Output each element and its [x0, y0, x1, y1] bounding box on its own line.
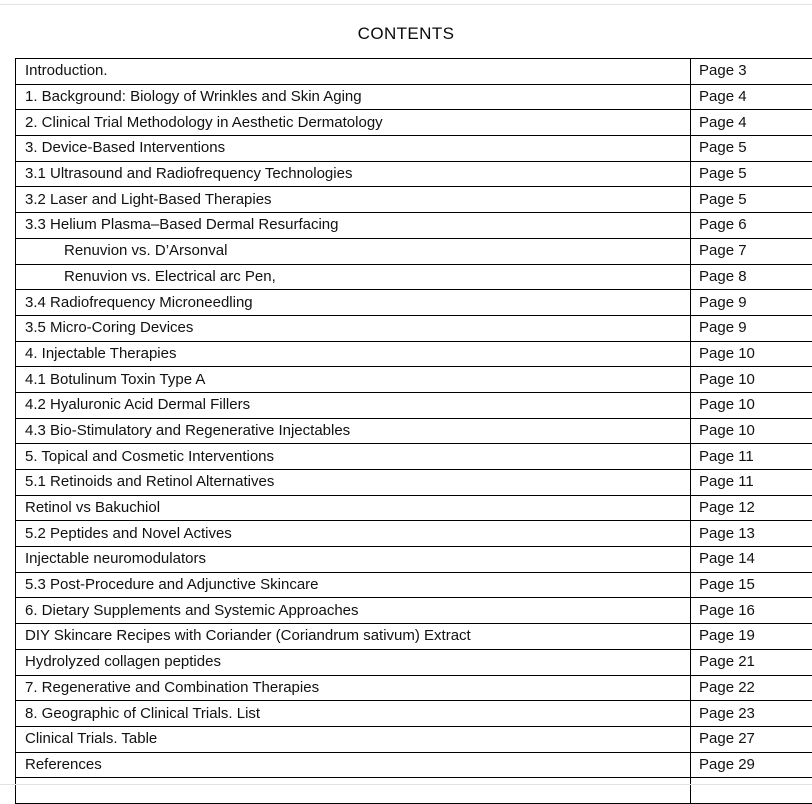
toc-entry-title[interactable]: 1. Background: Biology of Wrinkles and Skin Aging [16, 84, 691, 110]
toc-entry-title[interactable]: 3.2 Laser and Light-Based Therapies [16, 187, 691, 213]
toc-entry-page: Page 14 [691, 547, 812, 573]
table-row[interactable] [16, 675, 812, 701]
toc-entry-title[interactable]: 5.3 Post-Procedure and Adjunctive Skincare [16, 572, 691, 598]
toc-entry-page: Page 16 [691, 598, 812, 624]
table-row[interactable] [16, 572, 812, 598]
table-row[interactable] [16, 418, 812, 444]
table-row[interactable] [16, 649, 812, 675]
table-row[interactable] [16, 110, 812, 136]
table-row[interactable] [16, 701, 812, 727]
toc-entry-page: Page 9 [691, 315, 812, 341]
toc-entry-title[interactable]: 3.3 Helium Plasma–Based Dermal Resurfacing [16, 213, 691, 239]
toc-entry-title[interactable]: 2. Clinical Trial Methodology in Aesthetic Dermatology [16, 110, 691, 136]
table-row[interactable] [16, 136, 812, 162]
toc-entry-title[interactable]: Injectable neuromodulators [16, 547, 691, 573]
toc-entry-title[interactable]: References [16, 752, 691, 778]
toc-entry-title[interactable]: 4.2 Hyaluronic Acid Dermal Fillers [16, 392, 691, 418]
toc-entry-title[interactable]: 7. Regenerative and Combination Therapies [16, 675, 691, 701]
toc-entry-title[interactable]: Introduction. [16, 59, 691, 85]
toc-entry-page: Page 7 [691, 238, 812, 264]
toc-entry-page: Page 10 [691, 418, 812, 444]
toc-entry-page: Page 10 [691, 392, 812, 418]
toc-entry-title[interactable]: 4. Injectable Therapies [16, 341, 691, 367]
toc-entry-title[interactable]: Clinical Trials. Table [16, 726, 691, 752]
toc-entry-page: Page 4 [691, 84, 812, 110]
table-row[interactable] [16, 726, 812, 752]
table-row[interactable] [16, 495, 812, 521]
toc-entry-title[interactable]: Renuvion vs. Electrical arc Pen, [16, 264, 691, 290]
toc-entry-page: Page 13 [691, 521, 812, 547]
toc-entry-title[interactable]: 3.4 Radiofrequency Microneedling [16, 290, 691, 316]
table-row[interactable] [16, 470, 812, 496]
table-row[interactable] [16, 264, 812, 290]
toc-entry-title[interactable]: Hydrolyzed collagen peptides [16, 649, 691, 675]
toc-entry-page: Page 5 [691, 136, 812, 162]
table-row[interactable] [16, 598, 812, 624]
toc-entry-title[interactable]: 8. Geographic of Clinical Trials. List [16, 701, 691, 727]
toc-entry-title[interactable]: 6. Dietary Supplements and Systemic Approaches [16, 598, 691, 624]
table-row[interactable] [16, 84, 812, 110]
toc-entry-title[interactable]: 5.1 Retinoids and Retinol Alternatives [16, 470, 691, 496]
toc-table-body [16, 59, 812, 804]
page-title: CONTENTS [0, 0, 812, 44]
table-row[interactable] [16, 161, 812, 187]
toc-entry-page: Page 15 [691, 572, 812, 598]
document-body [0, 0, 812, 44]
table-row[interactable] [16, 315, 812, 341]
toc-entry-title[interactable]: 3.5 Micro-Coring Devices [16, 315, 691, 341]
toc-table [15, 58, 812, 804]
toc-entry-title[interactable]: Renuvion vs. D’Arsonval [16, 238, 691, 264]
table-row[interactable] [16, 547, 812, 573]
toc-entry-page: Page 21 [691, 649, 812, 675]
toc-entry-page: Page 6 [691, 213, 812, 239]
table-row[interactable] [16, 341, 812, 367]
table-row-blank [16, 778, 812, 804]
toc-entry-title[interactable] [16, 778, 691, 804]
table-row[interactable] [16, 752, 812, 778]
toc-entry-page: Page 8 [691, 264, 812, 290]
table-of-contents [15, 58, 812, 804]
toc-entry-page: Page 11 [691, 470, 812, 496]
table-row[interactable] [16, 392, 812, 418]
table-row[interactable] [16, 290, 812, 316]
toc-entry-page: Page 19 [691, 624, 812, 650]
toc-entry-page: Page 9 [691, 290, 812, 316]
table-row[interactable] [16, 187, 812, 213]
page-bottom-rule [0, 784, 812, 785]
table-row[interactable] [16, 367, 812, 393]
toc-entry-title[interactable]: 4.1 Botulinum Toxin Type A [16, 367, 691, 393]
table-row[interactable] [16, 238, 812, 264]
toc-entry-title[interactable]: Retinol vs Bakuchiol [16, 495, 691, 521]
toc-entry-page: Page 23 [691, 701, 812, 727]
toc-entry-title[interactable]: 3. Device-Based Interventions [16, 136, 691, 162]
toc-entry-page [691, 778, 812, 804]
table-row[interactable] [16, 521, 812, 547]
toc-entry-title[interactable]: 4.3 Bio-Stimulatory and Regenerative Injectables [16, 418, 691, 444]
table-row[interactable] [16, 444, 812, 470]
toc-entry-page: Page 4 [691, 110, 812, 136]
toc-entry-page: Page 10 [691, 341, 812, 367]
toc-entry-title[interactable]: DIY Skincare Recipes with Coriander (Coriandrum sativum) Extract [16, 624, 691, 650]
table-row[interactable] [16, 59, 812, 85]
toc-entry-page: Page 22 [691, 675, 812, 701]
toc-entry-title[interactable]: 5.2 Peptides and Novel Actives [16, 521, 691, 547]
toc-entry-title[interactable]: 5. Topical and Cosmetic Interventions [16, 444, 691, 470]
toc-entry-title[interactable]: 3.1 Ultrasound and Radiofrequency Technologies [16, 161, 691, 187]
toc-entry-page: Page 5 [691, 161, 812, 187]
toc-entry-page: Page 29 [691, 752, 812, 778]
table-row[interactable] [16, 624, 812, 650]
toc-entry-page: Page 3 [691, 59, 812, 85]
toc-entry-page: Page 10 [691, 367, 812, 393]
toc-entry-page: Page 5 [691, 187, 812, 213]
table-row[interactable] [16, 213, 812, 239]
toc-entry-page: Page 11 [691, 444, 812, 470]
toc-entry-page: Page 27 [691, 726, 812, 752]
toc-entry-page: Page 12 [691, 495, 812, 521]
